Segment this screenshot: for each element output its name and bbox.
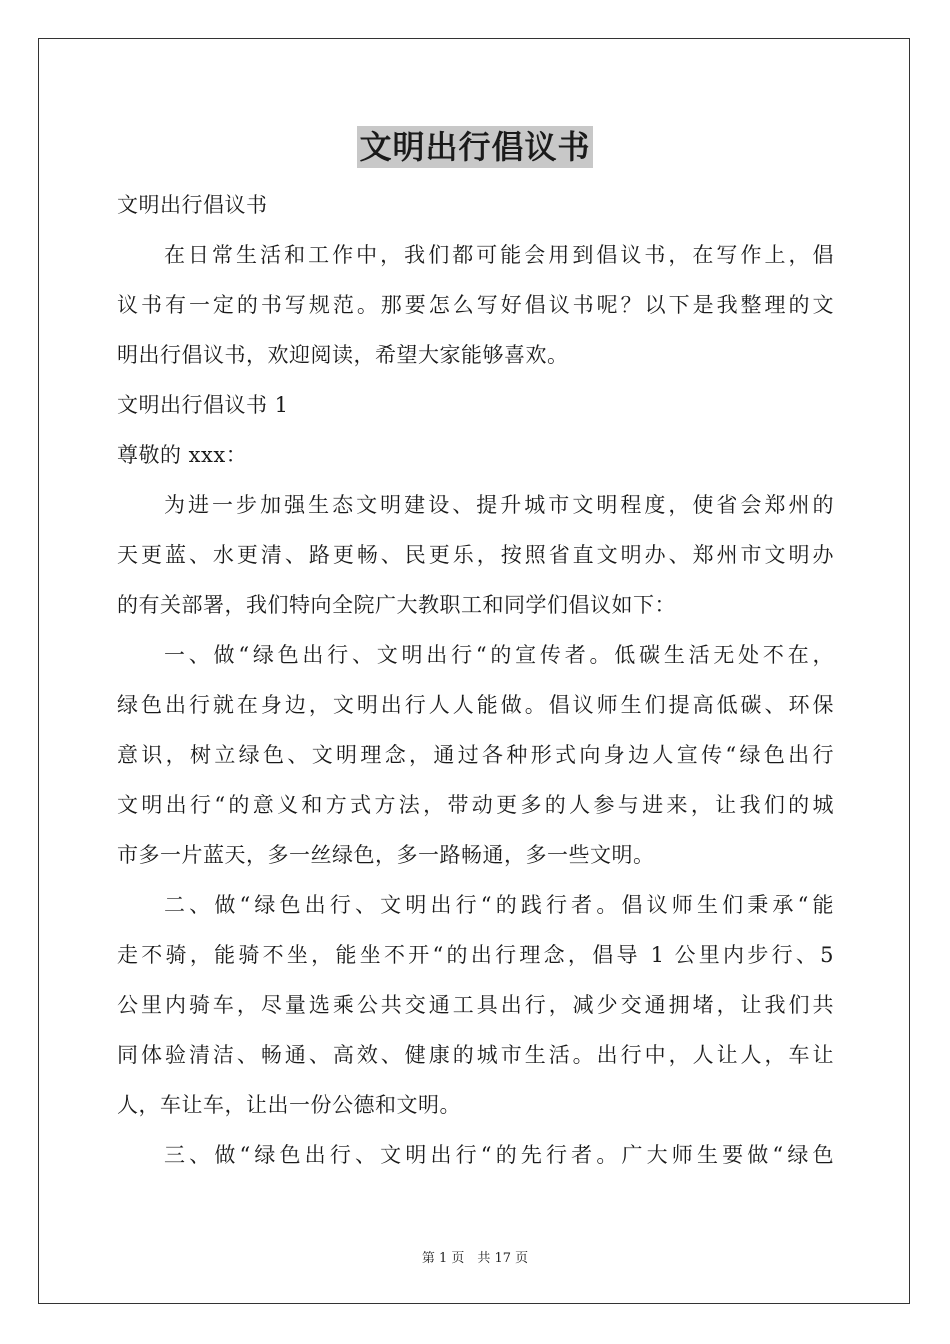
text-line: 为进一步加强生态文明建设、提升城市文明程度，使省会郑州的 [164, 493, 834, 517]
document-body [117, 180, 834, 1180]
text-line: 三、做“绿色出行、文明出行“的先行者。广大师生要做“绿色 [164, 1143, 834, 1167]
text-line: 一、做“绿色出行、文明出行“的宣传者。低碳生活无处不在， [164, 643, 834, 667]
text-line: 公里内骑车，尽量选乘公共交通工具出行，减少交通拥堵，让我们共 [117, 993, 834, 1017]
document-title: 文明出行倡议书 [359, 128, 591, 166]
text-line: 在日常生活和工作中，我们都可能会用到倡议书，在写作上，倡 [164, 243, 834, 267]
page-footer: 第 1 页 共 17 页 [421, 1251, 529, 1266]
text-line: 走不骑，能骑不坐，能坐不开“的出行理念，倡导 1 公里内步行、5 [117, 943, 834, 967]
text-line: 意识，树立绿色、文明理念，通过各种形式向身边人宣传“绿色出行 [117, 743, 834, 767]
text-line: 文明出行倡议书 [117, 193, 268, 217]
text-line: 尊敬的 xxx： [117, 443, 248, 467]
title-container [0, 126, 950, 168]
text-line: 二、做“绿色出行、文明出行“的践行者。倡议师生们秉承“能 [164, 893, 834, 917]
text-line: 同体验清洁、畅通、高效、健康的城市生活。出行中，人让人，车让 [117, 1043, 834, 1067]
text-line: 天更蓝、水更清、路更畅、民更乐，按照省直文明办、郑州市文明办 [117, 543, 834, 567]
text-line: 文明出行倡议书 1 [117, 393, 289, 417]
text-line: 绿色出行就在身边，文明出行人人能做。倡议师生们提高低碳、环保 [117, 693, 834, 717]
text-line: 人，车让车，让出一份公德和文明。 [117, 1093, 461, 1117]
text-line: 市多一片蓝天，多一丝绿色，多一路畅通，多一些文明。 [117, 843, 655, 867]
text-line: 的有关部署，我们特向全院广大教职工和同学们倡议如下： [117, 593, 676, 617]
text-line: 文明出行“的意义和方式方法，带动更多的人参与进来，让我们的城 [117, 793, 834, 817]
text-line: 明出行倡议书，欢迎阅读，希望大家能够喜欢。 [117, 343, 569, 367]
text-line: 议书有一定的书写规范。那要怎么写好倡议书呢？以下是我整理的文 [117, 293, 834, 317]
